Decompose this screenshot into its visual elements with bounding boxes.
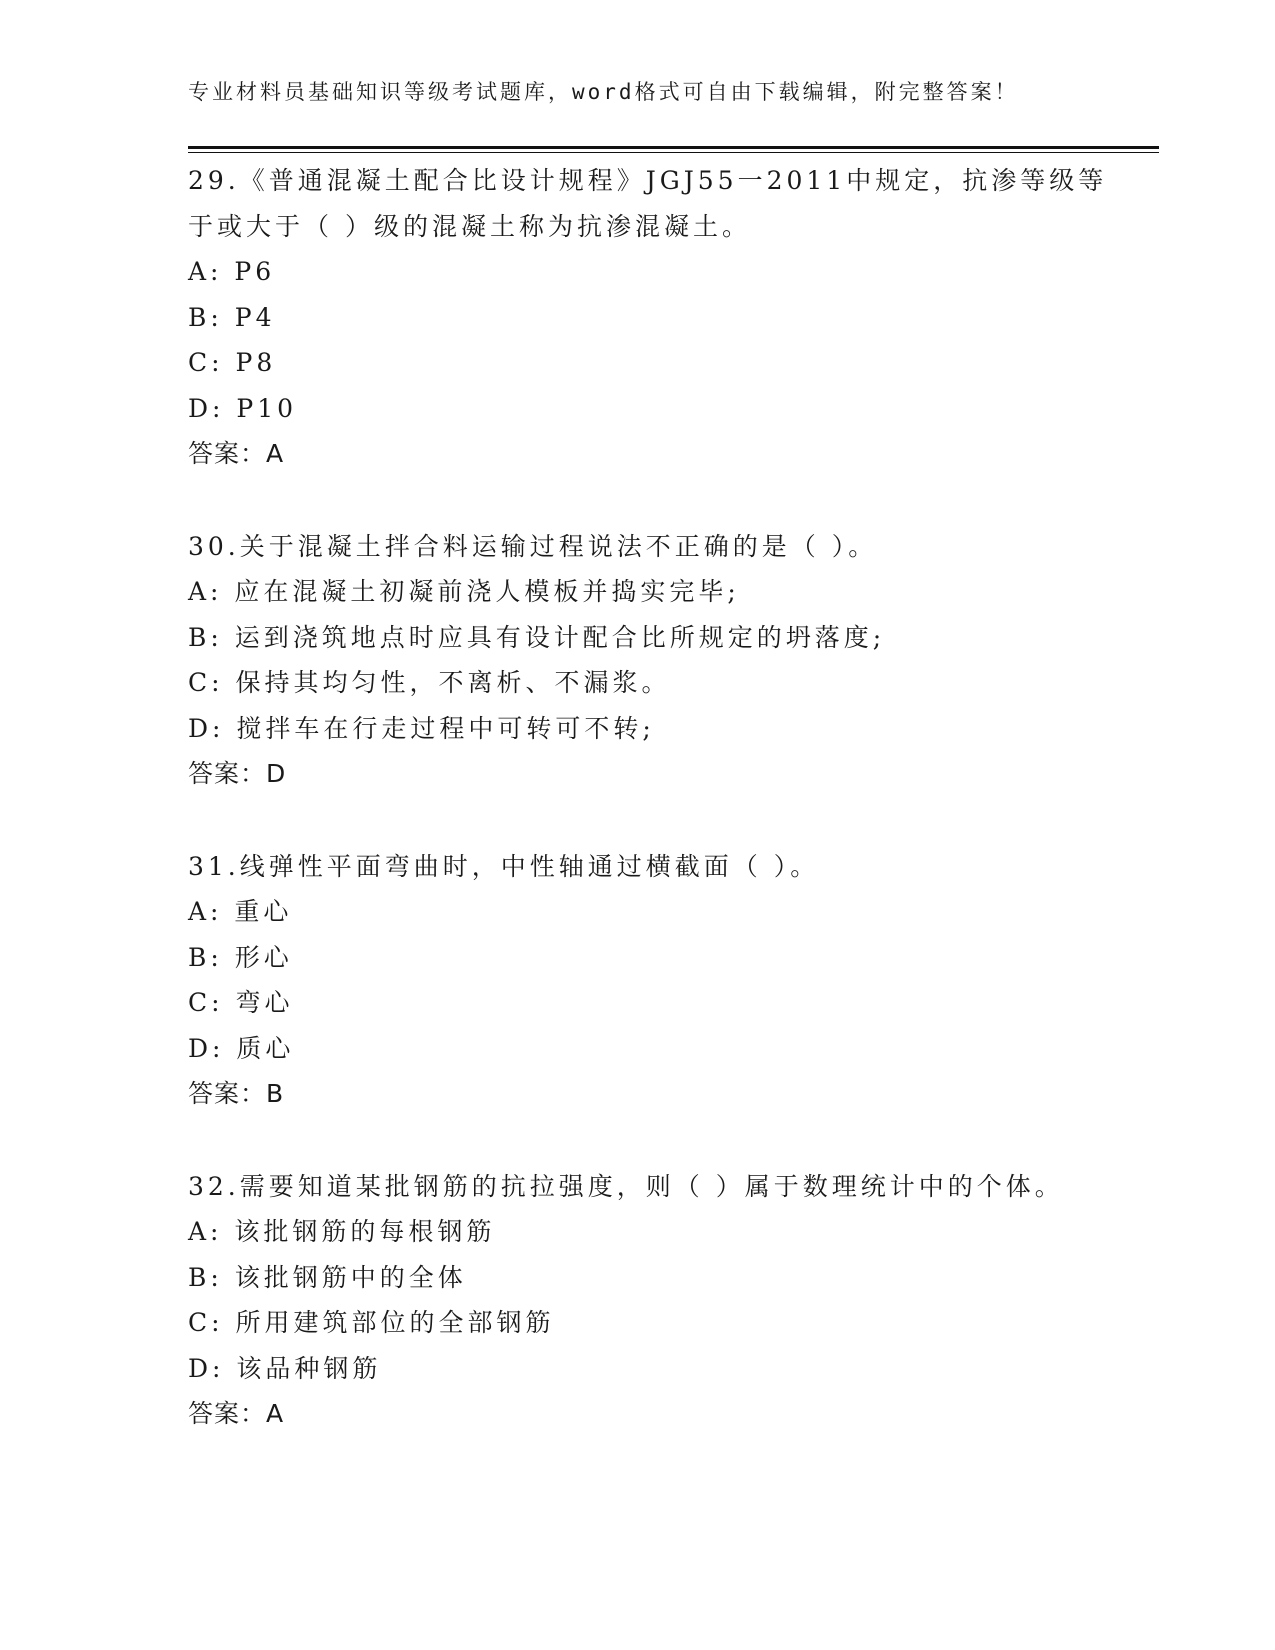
question-stem: 32.需要知道某批钢筋的抗拉强度，则（ ）属于数理统计中的个体。 [188,1171,1064,1201]
answer: 答案：B [188,1079,285,1108]
question-30 [188,524,1148,797]
option-d: D: 质心 [188,1033,295,1063]
option-b: B: 该批钢筋中的全体 [188,1262,467,1292]
question-stem: 31.线弹性平面弯曲时，中性轴通过横截面（ ）。 [188,851,820,881]
header-rule-thick [188,146,1159,149]
question-stem: 29.《普通混凝土配合比设计规程》JGJ55一2011中规定，抗渗等级等 [188,166,1108,195]
page-header: 专业材料员基础知识等级考试题库，word格式可自由下载编辑，附完整答案！ [188,80,1019,104]
question-stem: 于或大于（ ）级的混凝土称为抗渗混凝土。 [188,211,751,241]
question-list [188,158,1148,1484]
option-c: C: 所用建筑部位的全部钢筋 [188,1308,555,1337]
answer: 答案：D [188,759,287,788]
option-a: A: P6 [188,257,276,286]
answer: 答案：A [188,439,285,468]
option-c: C: 弯心 [188,988,294,1017]
option-a: A: 重心 [188,897,293,926]
answer: 答案：A [188,1399,285,1428]
question-31 [188,844,1148,1117]
option-a: A: 应在混凝土初凝前浇人模板并捣实完毕; [188,577,740,606]
question-stem: 30.关于混凝土拌合料运输过程说法不正确的是（ ）。 [188,531,878,561]
option-d: D: 搅拌车在行走过程中可转可不转; [188,713,655,743]
option-c: C: P8 [188,348,277,377]
option-c: C: 保持其均匀性，不离析、不漏浆。 [188,668,671,697]
option-d: D: P10 [188,393,298,423]
question-32 [188,1164,1148,1437]
option-d: D: 该品种钢筋 [188,1353,382,1383]
question-29 [188,158,1148,477]
option-b: B: 形心 [188,942,293,972]
option-b: B: P4 [188,302,276,332]
option-b: B: 运到浇筑地点时应具有设计配合比所规定的坍落度; [188,622,886,652]
option-a: A: 该批钢筋的每根钢筋 [188,1217,496,1246]
header-rule-thin [188,152,1159,153]
